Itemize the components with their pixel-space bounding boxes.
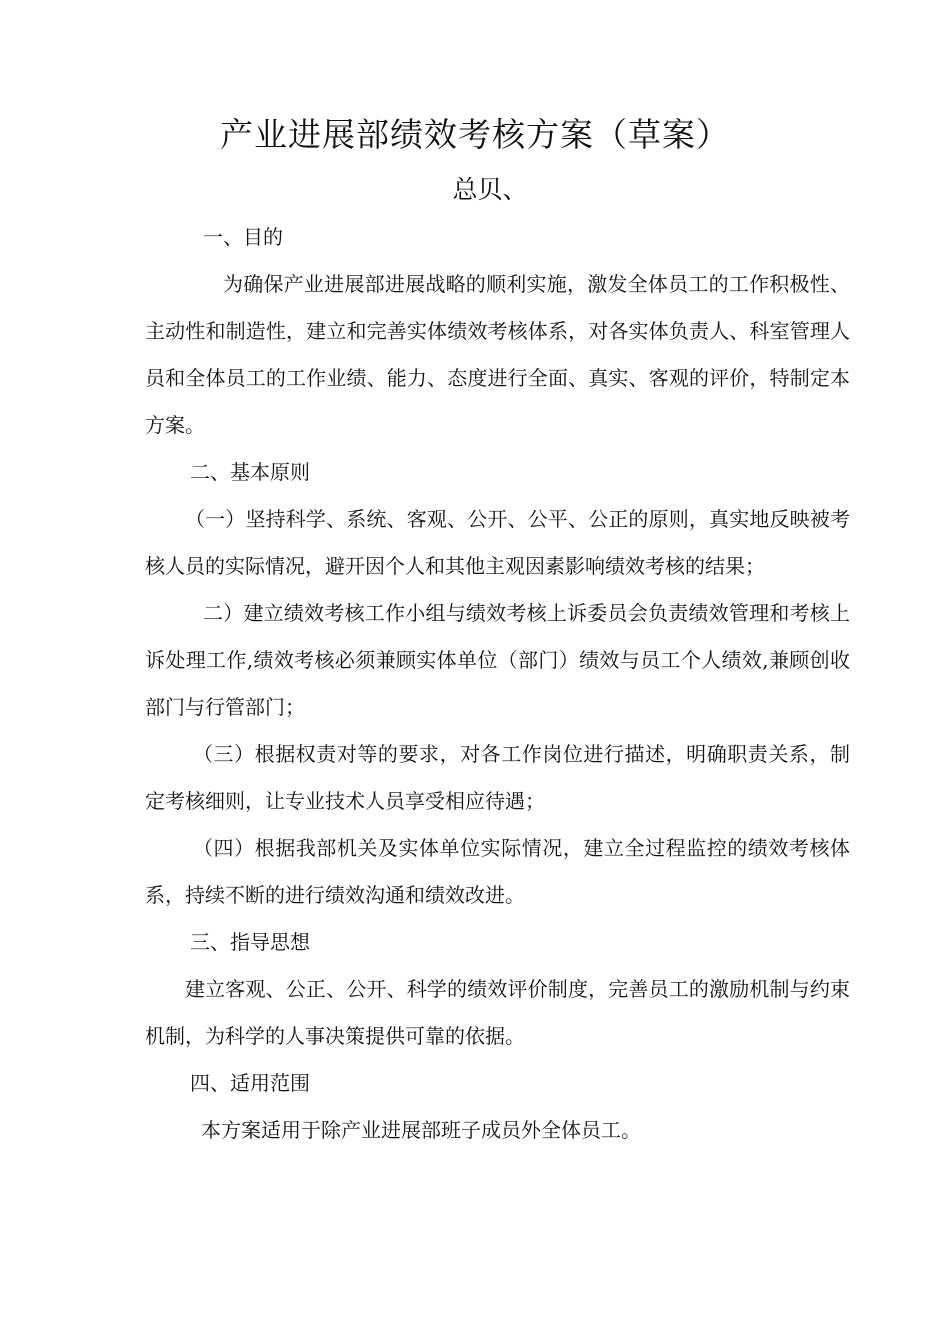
paragraph: 建立客观、公正、公开、科学的绩效评价制度，完善员工的激励机制与约束机制，为科学的人事决策提供可靠的依据。 — [145, 977, 850, 1048]
section-heading: 四、适用范围 — [190, 1071, 310, 1095]
paragraph: 为确保产业进展部进展战略的顺利实施，激发全体员工的工作积极性、主动性和制造性，建立和完善实体绩效考核体系，对各实体负责人、科室管理人员和全体员工的工作业绩、能力、态度进行全面、真实、客观的评价，特制定本方案。 — [145, 272, 850, 437]
document-body — [145, 214, 850, 1154]
paragraph: 本方案适用于除产业进展部班子成员外全体员工。 — [201, 1118, 641, 1142]
paragraph: （一）坚持科学、系统、客观、公开、公平、公正的原则，真实地反映被考核人员的实际情况，避开因个人和其他主观因素影响绩效考核的结果； — [145, 507, 850, 578]
paragraph: （四）根据我部机关及实体单位实际情况，建立全过程监控的绩效考核体系，持续不断的进行绩效沟通和绩效改进。 — [145, 836, 850, 907]
section-heading: 二、基本原则 — [190, 460, 310, 484]
paragraph: 二）建立绩效考核工作小组与绩效考核上诉委员会负责绩效管理和考核上诉处理工作,绩效考核必须兼顾实体单位（部门）绩效与员工个人绩效,兼顾创收部门与行管部门； — [145, 601, 850, 719]
section-heading: 三、指导思想 — [190, 930, 310, 954]
document-subtitle: 总贝、 — [452, 175, 528, 204]
paragraph: （三）根据权责对等的要求，对各工作岗位进行描述，明确职责关系，制定考核细则，让专业技术人员享受相应待遇； — [145, 742, 850, 813]
document-title: 产业进展部绩效考核方案（草案） — [220, 115, 730, 154]
section-heading: 一、目的 — [203, 225, 283, 249]
